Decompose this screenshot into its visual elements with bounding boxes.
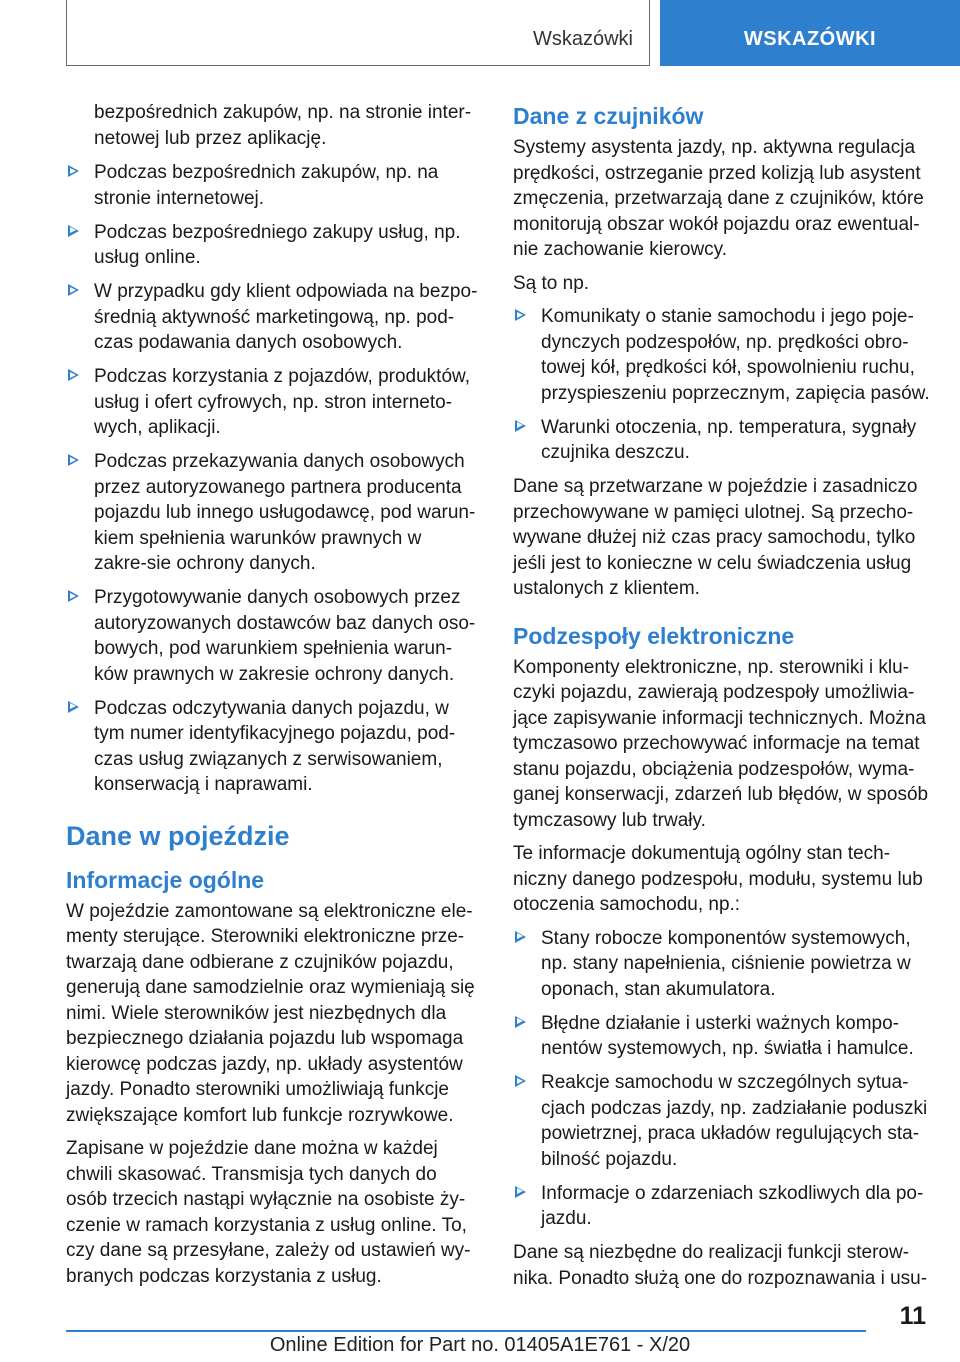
- list-item: Stany robocze komponentów systemowych, np. stany napełnienia, ciśnienie powietrza w oponach, stan akumulatora.: [513, 926, 931, 1003]
- list-item: Reakcje samochodu w szczególnych sytua-cjach podczas jazdy, np. zadziałanie poduszki powietrznej, praca układów regulujących sta-bilność pojazdu.: [513, 1070, 931, 1172]
- heading-electronic-components: Podzespoły elektroniczne: [513, 622, 795, 649]
- footer-divider: [66, 1330, 866, 1332]
- bullet-triangle-icon: [68, 590, 79, 602]
- paragraph: W pojeździe zamontowane są elektroniczne ele-menty sterujące. Sterowniki elektroniczne prze-twarzają dane odbierane z czujników pojazdu, generują dane samodzielnie oraz wymieniają się nimi. Wiele sterowników jest niezbędnych dla bezpiecznego działania pojazdu lub wspomaga kierowcę podczas jazdy, np. układy asystentów jazdy. Ponadto sterowniki umożliwiają funkcje zwiększające komfort lub funkcje rozrywkowe.: [66, 900, 475, 1126]
- paragraph: Zapisane w pojeździe dane można w każdej chwili skasować. Transmisja tych danych do osób trzecich nastąpi wyłącznie na osobiste ży-czenie w ramach korzystania z usług online. To, czy dane są przesyłane, zależy od ustawień wy-branych podczas korzystania z usług.: [66, 1138, 471, 1287]
- bullet-triangle-icon: [68, 454, 79, 466]
- bullet-triangle-icon: [515, 1186, 526, 1198]
- sensor-examples-list: [513, 304, 931, 466]
- paragraph: Dane są niezbędne do realizacji funkcji sterow-nika. Ponadto służą one do rozpoznawania i usu-: [513, 1242, 928, 1289]
- paragraph: Są to np.: [513, 272, 590, 294]
- bullet-triangle-icon: [68, 369, 79, 381]
- header-chapter-tab: WSKAZÓWKI: [660, 0, 960, 66]
- bullet-triangle-icon: [515, 420, 526, 432]
- bullet-triangle-icon: [515, 931, 526, 943]
- heading-general-info: Informacje ogólne: [66, 866, 265, 893]
- paragraph: Dane są przetwarzane w pojeździe i zasadniczo przechowywane w pamięci ulotnej. Są przecho-wywane dłużej niż czas pracy samochodu, tylko jeśli jest to konieczne w celu świadczenia usług ustalonych z klientem.: [513, 476, 918, 599]
- heading-sensor-data: Dane z czujników: [513, 103, 704, 129]
- bullet-triangle-icon: [515, 1016, 526, 1028]
- header-section-box: [66, 0, 650, 66]
- footer-edition-text: Online Edition for Part no. 01405A1E761 - X/20: [269, 1334, 691, 1356]
- paragraph: Komponenty elektroniczne, np. sterowniki i klu-czyki pojazdu, zawierają podzespoły umożliwia-jące zapisywanie informacji technicznych. Można tymczasowo przechowywać informacje na temat stanu pojazdu, obciążenia podzespołów, wyma-ganej konserwacji, zdarzeń lub błędów, w sposób tymczasowy lub trwały.: [513, 656, 929, 831]
- left-column: [66, 100, 478, 1297]
- list-item: Informacje o zdarzeniach szkodliwych dla po-jazdu.: [513, 1181, 931, 1232]
- heading-vehicle-data: Dane w pojeździe: [66, 820, 290, 851]
- page-header: [0, 0, 960, 66]
- paragraph: Systemy asystenta jazdy, np. aktywna regulacja prędkości, ostrzeganie przed kolizją lub asystent zmęczenia, przetwarzają dane z czujników, które monitorują obszar wokół pojazdu oraz ewentual-nie zachowanie kierowcy.: [513, 137, 924, 260]
- list-item: Podczas korzystania z pojazdów, produktów, usług i ofert cyfrowych, np. stron interneto-wych, aplikacji.: [66, 364, 478, 441]
- list-item: Podczas bezpośrednich zakupów, np. na stronie internetowej.: [66, 160, 478, 211]
- bullet-triangle-icon: [515, 1075, 526, 1087]
- bullet-triangle-icon: [68, 284, 79, 296]
- intro-continuation: bezpośrednich zakupów, np. na stronie inter-netowej lub przez aplikację.: [94, 102, 472, 149]
- right-column: [513, 100, 931, 1299]
- list-item: Podczas przekazywania danych osobowych przez autoryzowanego partnera producenta pojazdu lub innego usługodawcę, pod warun-kiem spełnienia warunków prawnych w zakre-sie ochrony danych.: [66, 449, 478, 577]
- data-sources-list: [66, 160, 478, 798]
- bullet-triangle-icon: [68, 165, 79, 177]
- bullet-triangle-icon: [68, 225, 79, 237]
- header-section-title: Wskazówki: [532, 28, 633, 50]
- list-item: Podczas bezpośredniego zakupy usług, np. usług online.: [66, 220, 478, 271]
- list-item: Błędne działanie i usterki ważnych kompo-nentów systemowych, np. światła i hamulce.: [513, 1011, 931, 1062]
- paragraph: Te informacje dokumentują ogólny stan tech-niczny danego podzespołu, modułu, systemu lub otoczenia samochodu, np.:: [513, 843, 923, 915]
- list-item: W przypadku gdy klient odpowiada na bezpo-średnią aktywność marketingową, np. pod-czas podawania danych osobowych.: [66, 279, 478, 356]
- list-item: Przygotowywanie danych osobowych przez autoryzowanych dostawców baz danych oso-bowych, pod warunkiem spełnienia warun-ków prawnych w zakresie ochrony danych.: [66, 585, 478, 687]
- list-item: Podczas odczytywania danych pojazdu, w tym numer identyfikacyjnego pojazdu, pod-czas usług związanych z serwisowaniem, konserwacją i naprawami.: [66, 696, 478, 798]
- list-item: Warunki otoczenia, np. temperatura, sygnały czujnika deszczu.: [513, 415, 931, 466]
- component-info-list: [513, 926, 931, 1232]
- bullet-triangle-icon: [68, 701, 79, 713]
- bullet-triangle-icon: [515, 309, 526, 321]
- page-number: 11: [899, 1302, 926, 1330]
- list-item: Komunikaty o stanie samochodu i jego poje-dynczych podzespołów, np. prędkości obro-towej kół, prędkości kół, spowolnieniu ruchu, przyspieszeniu poprzecznym, zapięcia pasów.: [513, 304, 931, 406]
